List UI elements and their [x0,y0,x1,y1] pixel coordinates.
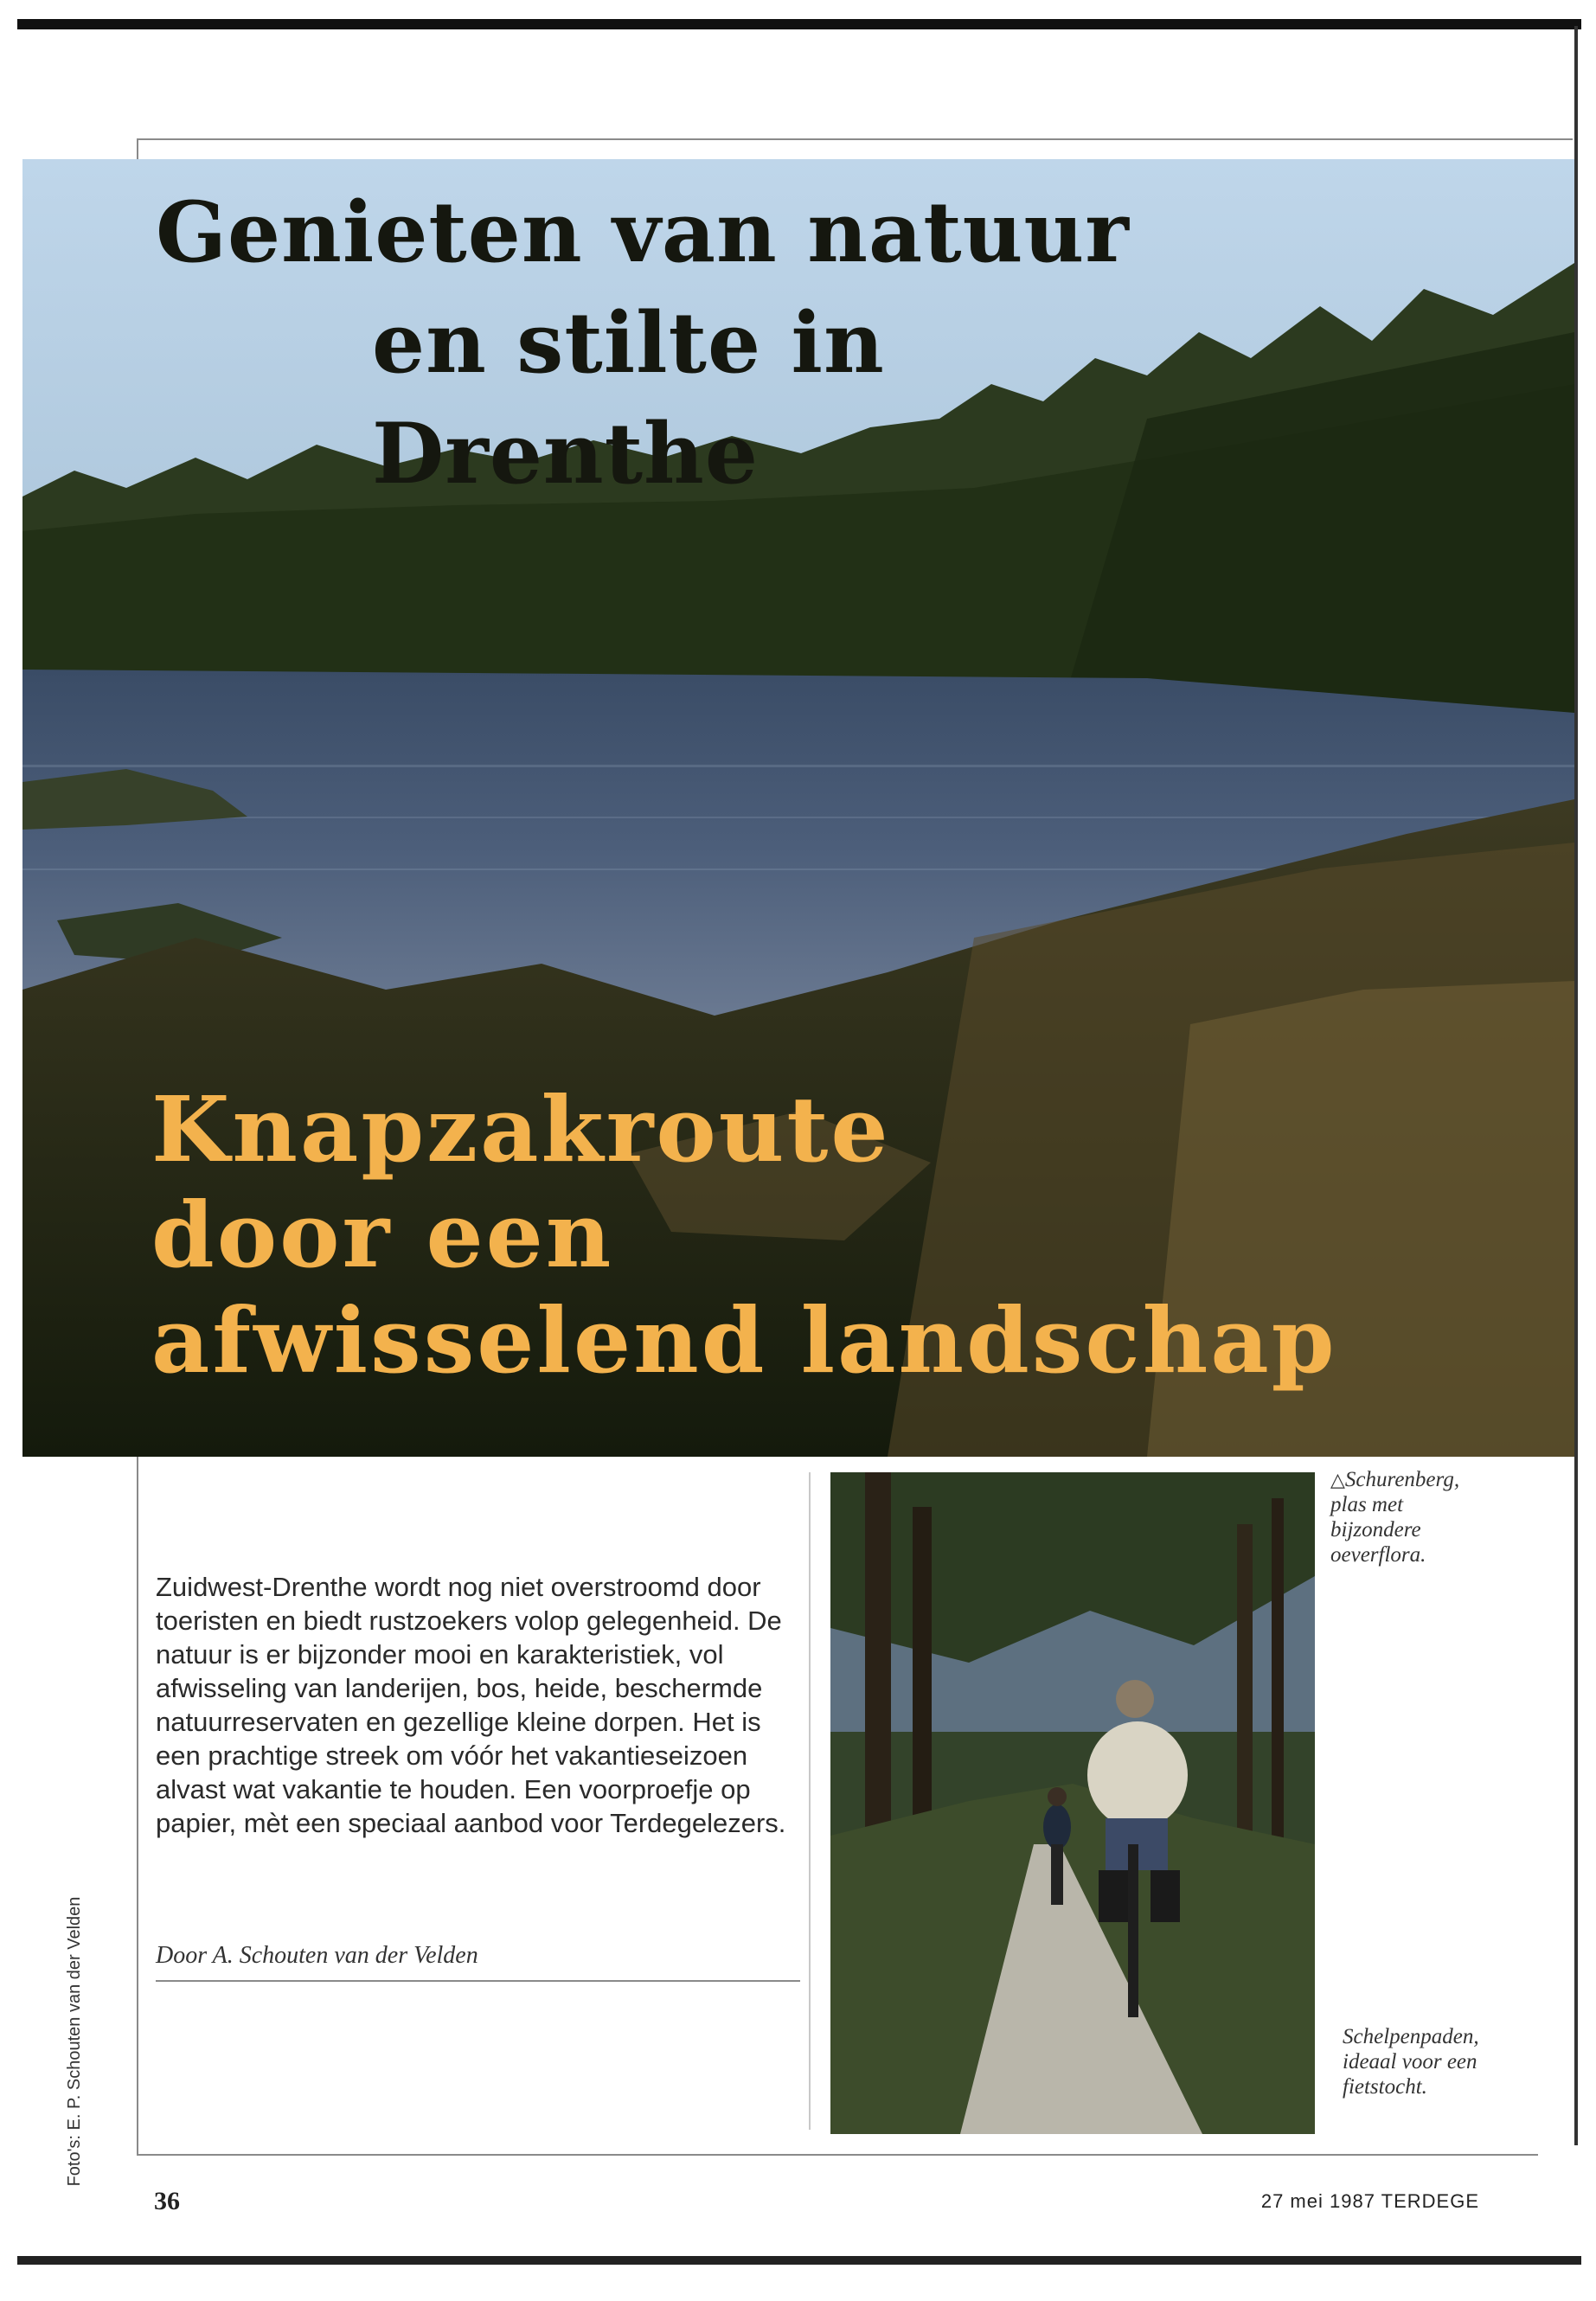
headline-line-2: en stilte in Drenthe [372,294,885,503]
caption-marker-icon: △ [1330,1469,1345,1490]
cycling-photo [830,1472,1315,2134]
bottom-rule [137,2154,1538,2156]
article-intro: Zuidwest-Drenthe wordt nog niet overstroomd door toeristen en biedt rustzoekers volop gelegenheid. De natuur is er bijzonder mooi en karakteristiek, vol afwisseling van landerijen, bos, heide, beschermde natuurreservaten en gezellige kleine dorpen. Het is een prachtige streek om vóór het vakantieseizoen alvast wat vakantie te houden. Een voorproefje op papier, mèt een speciaal aanbod voor Terdegelezers. [156,1572,786,1838]
page-right-edge [1574,26,1578,2145]
page-top-border [17,19,1581,29]
column-rule [809,1472,811,2130]
page-bottom-border [17,2256,1581,2265]
lake-photo-caption [1330,1467,1486,1567]
article-headline [156,177,1280,510]
photo-credit: Foto's: E. P. Schouten van der Velden [65,1896,84,2187]
byline-rule [156,1980,800,1982]
subhead-line-3: afwisselend landschap [151,1287,1337,1394]
cycling-photo-caption: Schelpenpaden, ideaal voor een fietstocht. [1343,2025,1479,2099]
article-byline: Door A. Schouten van der Velden [156,1942,478,1969]
top-rule [137,138,1573,140]
lake-caption-text: Schurenberg, plas met bijzondere oeverflora. [1330,1468,1460,1567]
subhead-line-1: Knapzakroute [151,1076,891,1183]
page-number: 36 [154,2187,180,2215]
subhead-line-2: door een [151,1182,614,1288]
issue-date: 27 mei 1987 TERDEGE [1260,2190,1479,2212]
article-subheadline [151,1077,1449,1394]
headline-line-1: Genieten van natuur [156,183,1130,281]
